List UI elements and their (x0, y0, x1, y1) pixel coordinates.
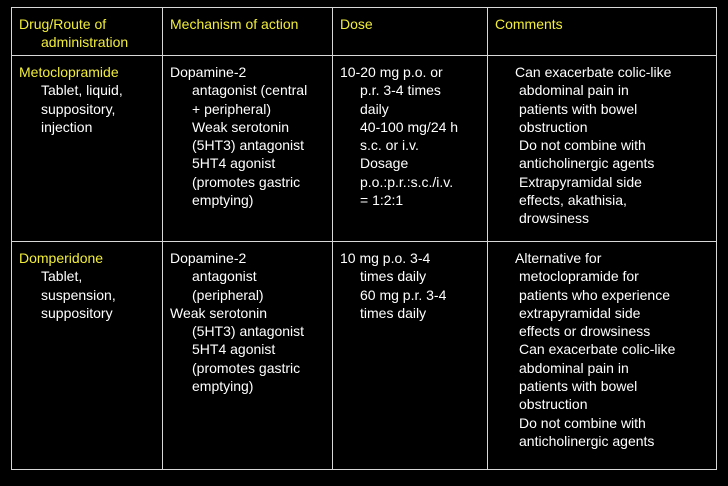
comment-line: anticholinergic agents (519, 155, 655, 172)
dose-line: 40-100 mg/24 h (360, 118, 459, 135)
comment-line: obstruction (519, 118, 588, 135)
comment-line: drowsiness (519, 210, 590, 227)
comment-line: patients with bowel (519, 100, 638, 117)
cell-drug-route (12, 56, 163, 242)
header-drug-route (12, 8, 163, 56)
table-row-metoclopramide (12, 56, 717, 242)
dose-line: 60 mg p.r. 3-4 (360, 286, 447, 303)
dose-line: 10-20 mg p.o. or (340, 64, 443, 80)
mechanism-line: 5HT4 agonist (192, 341, 276, 358)
header-drug-route-line-1: Drug/Route of (19, 16, 107, 32)
mechanism-line: emptying) (192, 192, 254, 209)
mechanism-line: (5HT3) antagonist (192, 137, 305, 154)
comment-line: Extrapyramidal side (519, 173, 642, 190)
route-line: suppository (41, 304, 113, 321)
mechanism-line: Dopamine-2 (170, 64, 247, 80)
cell-comments (488, 242, 717, 470)
comment-line: patients with bowel (519, 378, 638, 395)
cell-comments (488, 56, 717, 242)
table-row-domperidone (12, 242, 717, 470)
drug-name: Domperidone (19, 250, 104, 266)
mechanism-line: antagonist (192, 268, 257, 285)
route-line: Tablet, liquid, (41, 82, 123, 99)
route-line: injection (41, 118, 93, 135)
route-line: suspension, (41, 286, 116, 303)
comment-line: anticholinergic agents (519, 432, 655, 449)
cell-mechanism (163, 56, 333, 242)
mechanism-line: (promotes gastric (192, 359, 301, 376)
comment-line: patients who experience (519, 286, 670, 303)
header-dose: Dose (333, 8, 488, 56)
comment-line: extrapyramidal side (519, 304, 641, 321)
mechanism-line: + peripheral) (192, 100, 271, 117)
header-drug-route-line-2: administration (41, 34, 129, 51)
table-header-row (12, 8, 717, 56)
comment-line: Alternative for (515, 250, 602, 266)
header-comments: Comments (488, 8, 717, 56)
header-mechanism: Mechanism of action (163, 8, 333, 56)
comment-line: Do not combine with (519, 414, 646, 431)
mechanism-line: (5HT3) antagonist (192, 323, 305, 340)
cell-dose (333, 242, 488, 470)
mechanism-line: (peripheral) (192, 286, 264, 303)
comment-line: abdominal pain in (519, 359, 629, 376)
comment-line: effects or drowsiness (519, 323, 651, 340)
dose-line: times daily (360, 304, 427, 321)
dose-line: times daily (360, 268, 427, 285)
mechanism-line: (promotes gastric (192, 173, 301, 190)
drug-comparison-table (11, 7, 717, 470)
dose-line: daily (360, 100, 389, 117)
cell-dose (333, 56, 488, 242)
mechanism-line: Weak serotonin (192, 118, 290, 135)
comment-line: abdominal pain in (519, 82, 629, 99)
comment-line: metoclopramide for (519, 268, 639, 285)
route-line: Tablet, (41, 268, 83, 285)
comment-line: Can exacerbate colic-like (515, 64, 672, 80)
drug-name: Metoclopramide (19, 64, 119, 80)
dose-line: p.o.:p.r.:s.c./i.v. (360, 173, 454, 190)
mechanism-line: antagonist (central (192, 82, 308, 99)
mechanism-line: Weak serotonin (170, 304, 268, 321)
comment-line: Do not combine with (519, 137, 646, 154)
dose-line: s.c. or i.v. (360, 137, 419, 154)
comment-line: Can exacerbate colic-like (519, 341, 676, 358)
route-line: suppository, (41, 100, 116, 117)
cell-drug-route (12, 242, 163, 470)
dose-line: Dosage (360, 155, 409, 172)
comment-line: obstruction (519, 396, 588, 413)
mechanism-line: 5HT4 agonist (192, 155, 276, 172)
mechanism-line: Dopamine-2 (170, 250, 247, 266)
mechanism-line: emptying) (192, 378, 254, 395)
dose-line: = 1:2:1 (360, 192, 404, 209)
dose-line: p.r. 3-4 times (360, 82, 441, 99)
comment-line: effects, akathisia, (519, 192, 627, 209)
dose-line: 10 mg p.o. 3-4 (340, 250, 431, 266)
cell-mechanism (163, 242, 333, 470)
